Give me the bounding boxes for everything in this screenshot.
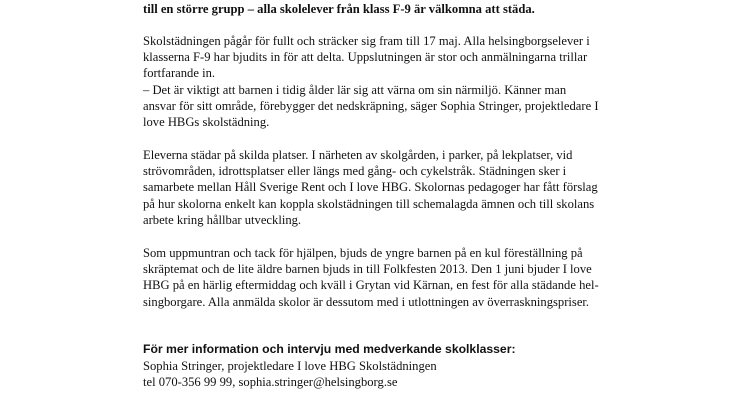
contact-heading: För mer information och intervju med medverkande skolklasser: — [143, 342, 516, 356]
text-line: samarbete mellan Håll Sverige Rent och I love HBG. Skolornas pedagoger har fått förslag — [143, 180, 598, 195]
text-line: strövområden, idrottsplatser eller längs med gång- och cykelstråk. Städningen sker i — [143, 164, 567, 179]
paragraph-locations — [143, 147, 598, 228]
contact-phone-email[interactable]: tel 070-356 99 99, sophia.stringer@helsingborg.se — [143, 375, 398, 390]
text-line: singborgare. Alla anmälda skolor är dessutom med i utlottningen av överraskningspriser. — [143, 294, 590, 309]
lead-line: till en större grupp – alla skolelever från klass F-9 är välkomna att städa. — [143, 2, 535, 16]
text-line: Skolstädningen pågår för fullt och sträcker sig fram till 17 maj. Alla helsingborgselever i — [143, 34, 590, 48]
text-line: HBG på en härlig eftermiddag och kväll i Grytan vid Kärnan, en fest för alla städande hel- — [143, 278, 599, 293]
contact-name: Sophia Stringer, projektledare I love HBG Skolstädningen — [143, 359, 437, 373]
paragraph-school-cleaning — [143, 33, 599, 130]
text-line: ansvar för sitt område, förebygger det nedskräpning, säger Sophia Stringer, projektledare I — [143, 98, 599, 113]
text-line: Som uppmuntran och tack för hjälpen, bjuds de yngre barnen på en kul föreställning på — [143, 246, 583, 260]
text-line: fortfarande in. — [143, 66, 216, 81]
paragraph-rewards — [143, 245, 599, 310]
contact-details — [143, 358, 437, 390]
text-line: klasserna F-9 har bjudits in för att delta. Uppslutningen är stor och anmälningarna trillar — [143, 50, 588, 65]
text-line: skräptemat och de lite äldre barnen bjuds in till Folkfesten 2013. Den 1 juni bjuder I love — [143, 262, 592, 277]
text-line: – Det är viktigt att barnen i tidig ålder lär sig att värna om sin närmiljö. Känner man — [143, 82, 567, 97]
text-line: love HBGs skolstädning. — [143, 114, 270, 129]
text-line: på hur skolorna enkelt kan koppla skolstädningen till schemalagda ämnen och till skolans — [143, 196, 595, 211]
lead-text — [143, 1, 535, 17]
text-line: arbete kring hållbar utveckling. — [143, 212, 302, 227]
text-line: Eleverna städar på skilda platser. I närheten av skolgården, i parker, på lekplatser, vid — [143, 148, 573, 162]
